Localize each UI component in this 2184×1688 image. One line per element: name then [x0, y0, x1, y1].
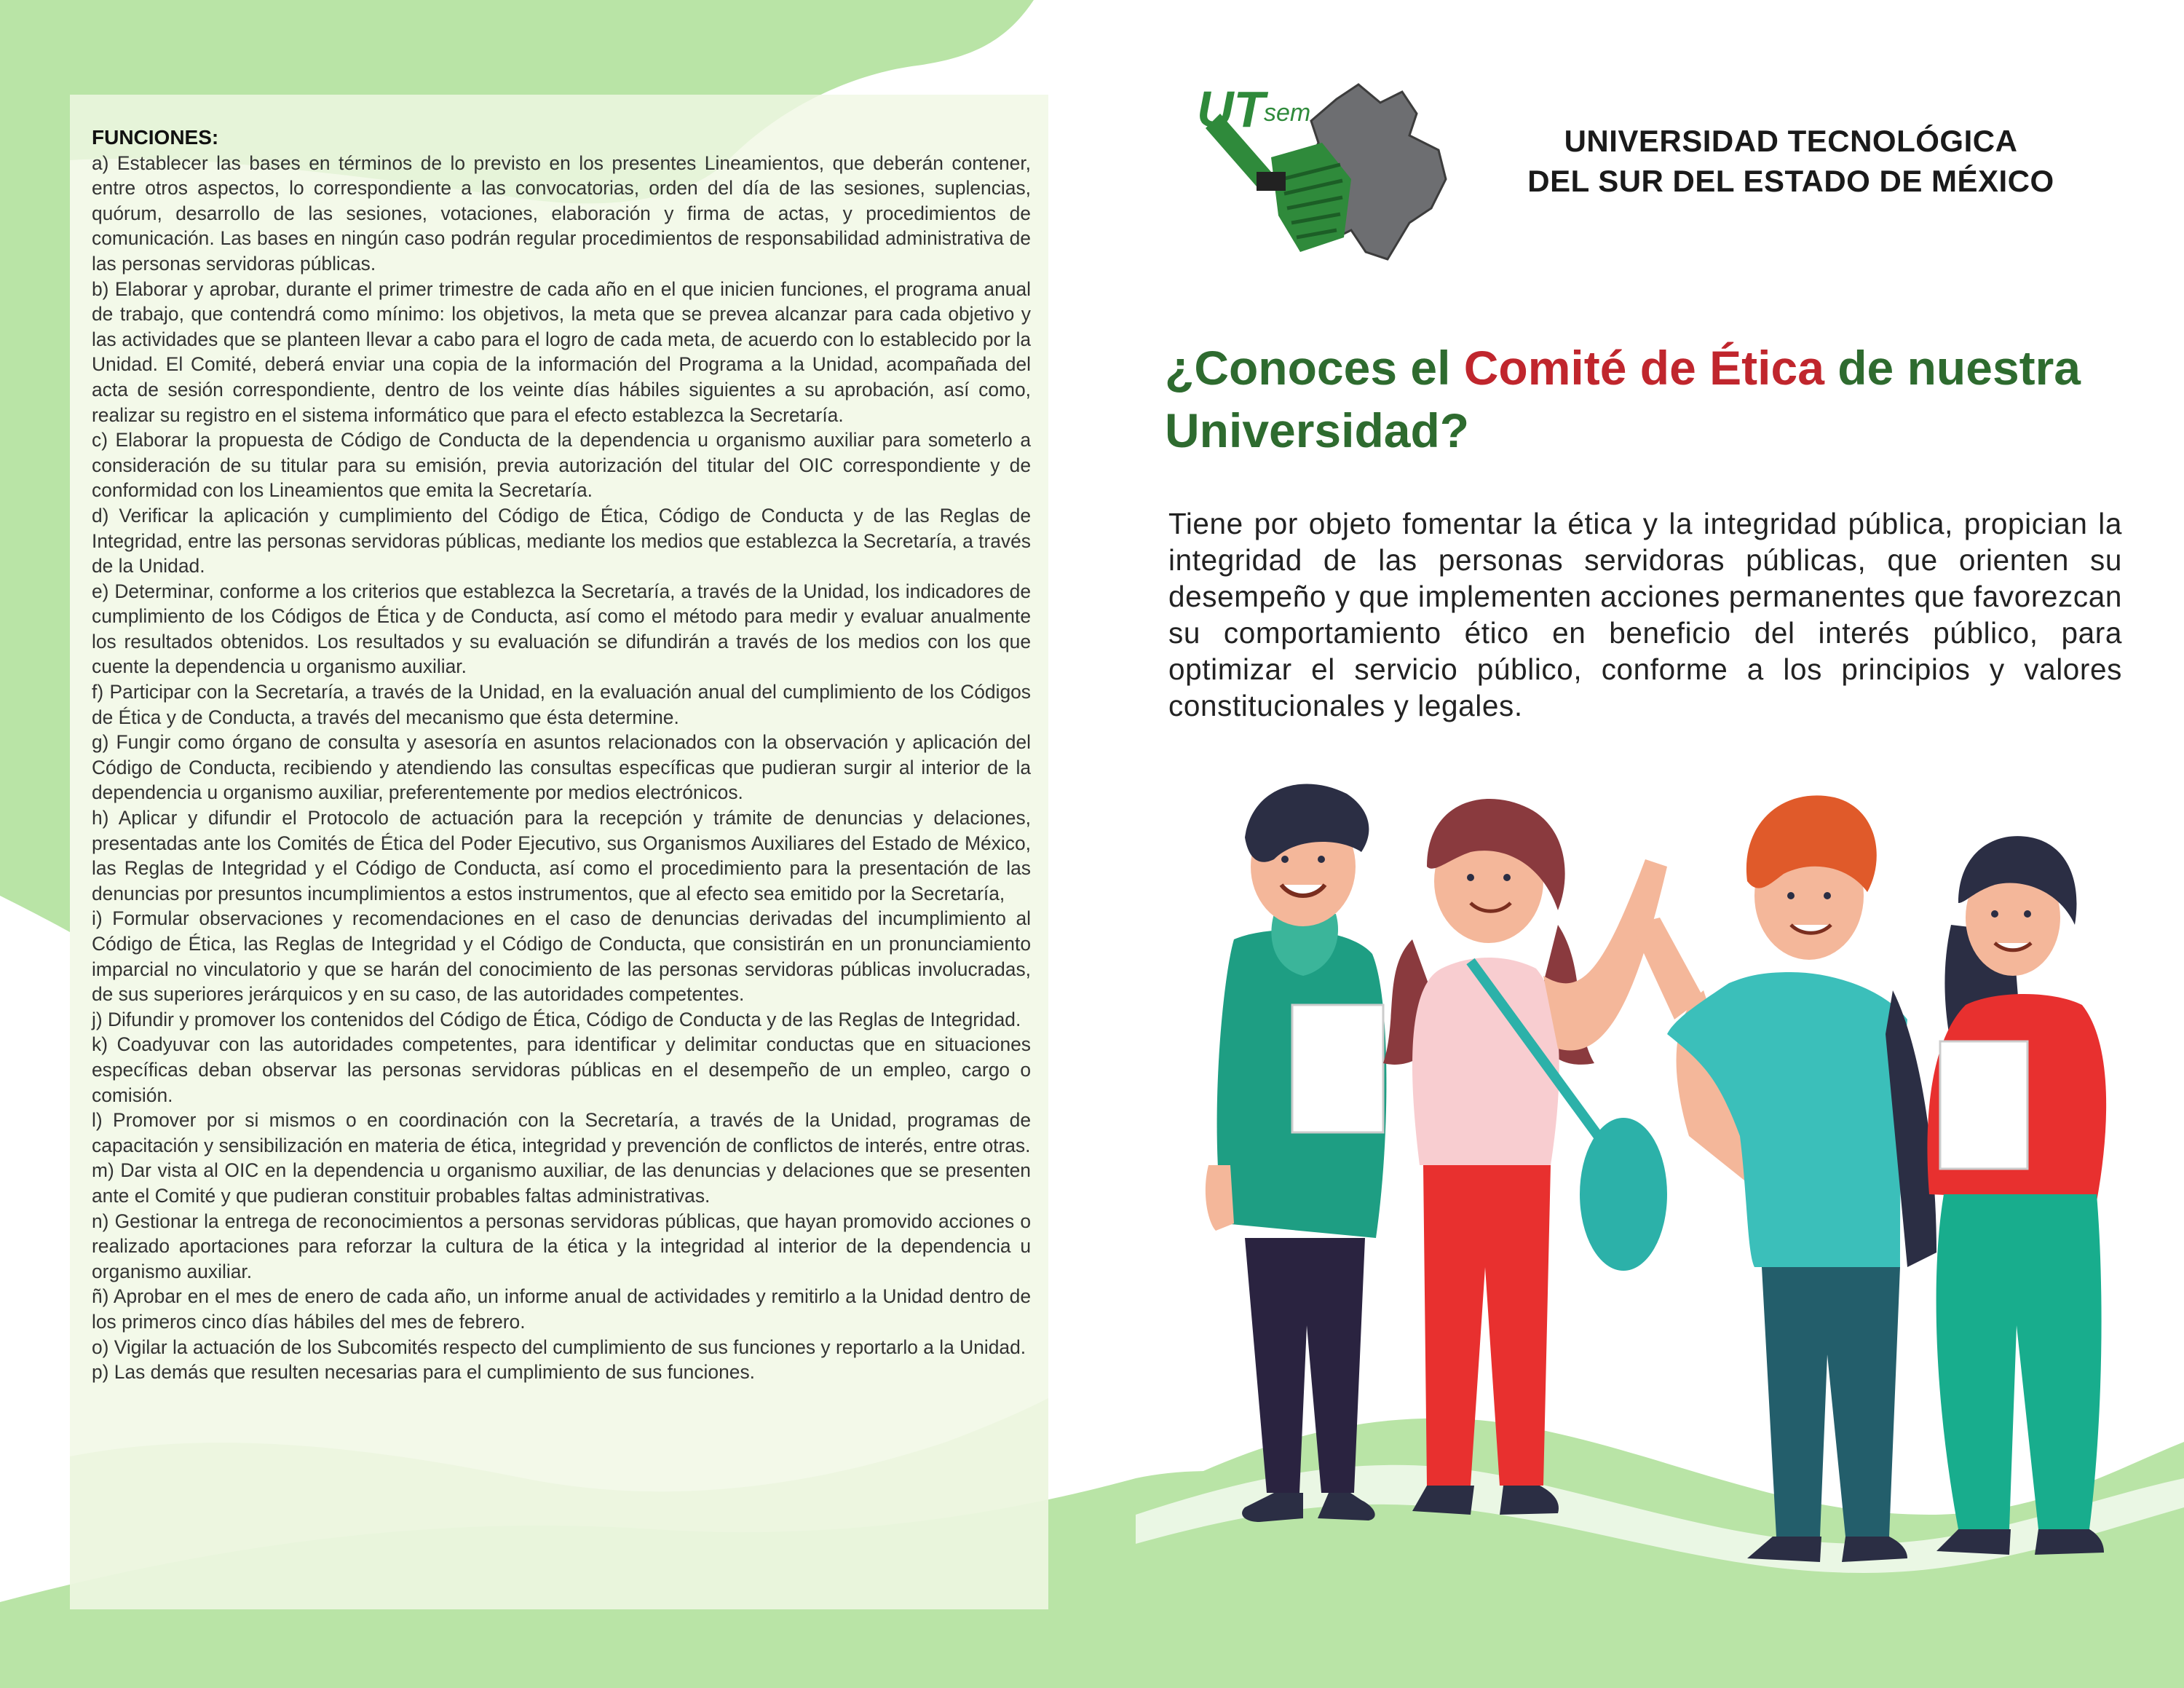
- logo-text-sem: sem: [1264, 99, 1311, 127]
- question-part2: de nuestra Universidad?: [1165, 341, 2081, 457]
- committee-description: Tiene por objeto fomentar la ética y la integridad pública, propician la integridad de las personas servidoras públicas, que orienten su desempeño y que implementen acciones permanentes que favorezcan su comportamiento ético en beneficio del interés público, para optimizar el servicio público, conforme a los principios y valores constitucionales y legales.: [1168, 507, 2122, 722]
- function-item-j: j) Difundir y promover los contenidos del Código de Ética, Código de Conducta y de las Reglas de Integridad.: [92, 1008, 1021, 1030]
- function-item-i: i) Formular observaciones y recomendaciones en el caso de denuncias derivadas del incumplimiento al Código de Ética, las Reglas de Integridad y el Código de Conducta, que consistirán en un pronunciamiento imparcial no vinculatorio y que se harán del conocimiento de las personas servidoras públicas involucradas, de sus superiores jerárquicos y en su caso, de las autoridades competentes.: [92, 907, 1031, 1006]
- function-item-l: l) Promover por si mismos o en coordinación con la Secretaría, a través de la Unidad, programas de capacitación y sensibilización en materia de ética, integridad y prevención de conflictos de interés, entre otras.: [92, 1109, 1031, 1156]
- bg-blob-left-side: [0, 0, 70, 932]
- function-item-a: a) Establecer las bases en términos de lo previsto en los presentes Lineamientos, que deberán contener, entre otros aspectos, lo correspondiente a las convocatorias, orden del día de las sesiones, suplencias, quórum, desarrollo de las sesiones, votaciones, elaboración y firma de actas, y procedimientos de comunicación. Las bases en ningún caso podrán regular procedimientos de responsabilidad administrativa de las personas servidoras públicas.: [92, 151, 1031, 275]
- functions-heading: FUNCIONES:: [92, 126, 219, 149]
- function-item-p: p) Las demás que resulten necesarias para el cumplimiento de sus funciones.: [92, 1361, 755, 1384]
- function-item-k: k) Coadyuvar con las autoridades competentes, para identificar y delimitar conductas que en situaciones específicas deban observar las personas servidoras públicas en el desempeño de un empleo, cargo o comisión.: [92, 1033, 1031, 1106]
- function-item-b: b) Elaborar y aprobar, durante el primer trimestre de cada año en el que inicien funciones, el programa anual de trabajo, que contendrá como mínimo: los objetivos, la meta que se prevea alcanzar para cada objetivo y las actividades que se planteen llevar a cabo para el logro de cada meta, de acuerdo con lo establecido por la Unidad. El Comité, deberá enviar una copia de la información del Programa a la Unidad, acompañada del acta de sesión correspondiente, dentro de los veinte días hábiles siguientes a su aprobación, así como, realizar su registro en el sistema informático que para el efecto establezca la Secretaría.: [92, 277, 1031, 426]
- student-4-figure: [1927, 836, 2106, 1555]
- function-item-g: g) Fungir como órgano de consulta y asesoría en asuntos relacionados con la observación y aplicación del Código de Conducta, recibiendo y atendiendo las consultas específicas que pudieran surgir al interior de la dependencia u organismo auxiliar, preferentemente por medios electrónicos.: [92, 731, 1031, 804]
- function-item-f: f) Participar con la Secretaría, a través de la Unidad, en la evaluación anual del cumplimiento de los Códigos de Ética y de Conducta, a través del mecanismo que ésta determine.: [92, 681, 1031, 728]
- logo-text-ut: UT: [1197, 81, 1265, 138]
- student-1-figure: [1206, 784, 1387, 1523]
- question-highlight: Comité de Ética: [1463, 341, 1824, 395]
- university-name-line1: UNIVERSIDAD TECNOLÓGICA: [1564, 124, 2018, 158]
- function-item-e: e) Determinar, conforme a los criterios que establezca la Secretaría, a través de la Unidad, los indicadores de cumplimiento de los Códigos de Ética y de Conducta, así como el método para medir y evaluar anualmente los resultados obtenidos. Los resultados y su evaluación se difundirán a través de los medios con los que cuente la dependencia u organismo auxiliar.: [92, 580, 1031, 678]
- question-part1: ¿Conoces el: [1165, 341, 1464, 395]
- function-item-h: h) Aplicar y difundir el Protocolo de actuación para la recepción y trámite de denuncias y delaciones, presentadas ante los Comités de Ética del Poder Ejecutivo, sus Organismos Auxiliares del Estado de México, las Reglas de Integridad y el Código de Conducta, así como el procedimiento para la presentación de las denuncias por presuntos incumplimientos a estos instrumentos, que al efecto sea emitido por la Secretaría,: [92, 807, 1031, 904]
- function-item-d: d) Verificar la aplicación y cumplimiento del Código de Ética, Código de Conducta y de las Reglas de Integridad, entre las personas servidoras públicas, mediante los medios que establezca la Secretaría, a través de la Unidad.: [92, 504, 1031, 577]
- students-illustration: [1165, 757, 2184, 1688]
- function-item-c: c) Elaborar la propuesta de Código de Conducta de la dependencia u organismo auxiliar para someterlo a consideración de su titular para su emisión, previa autorización del titular del OIC correspondiente y de conformidad con los Lineamientos que emita la Secretaría.: [92, 429, 1031, 502]
- main-question: [1165, 336, 2133, 462]
- student-3-figure: [1631, 795, 1936, 1562]
- university-name-line2: DEL SUR DEL ESTADO DE MÉXICO: [1527, 164, 2054, 198]
- functions-panel: [70, 95, 1048, 1609]
- student-2-figure: [1383, 799, 1667, 1515]
- function-item-m: m) Dar vista al OIC en la dependencia u organismo auxiliar, de las denuncias y delaciones que se presenten ante el Comité y que pudieran constituir probables faltas administrativas.: [92, 1159, 1031, 1207]
- logo-dark-box: [1257, 172, 1286, 191]
- university-name: [1471, 121, 2111, 201]
- function-item-n: n) Gestionar la entrega de reconocimientos a personas servidoras públicas, que hayan promovido acciones o realizado aportaciones para reforzar la cultura de la ética y la integridad al interior de la dependencia u organismo auxiliar.: [92, 1210, 1031, 1282]
- function-item-o: o) Vigilar la actuación de los Subcomités respecto del cumplimiento de sus funciones y reportarlo a la Unidad.: [92, 1336, 1026, 1358]
- function-item-enie: ñ) Aprobar en el mes de enero de cada año, un informe anual de actividades y remitirlo a la Unidad dentro de los primeros cinco días hábiles del mes de febrero.: [92, 1285, 1031, 1333]
- utsem-logo: [1191, 70, 1468, 267]
